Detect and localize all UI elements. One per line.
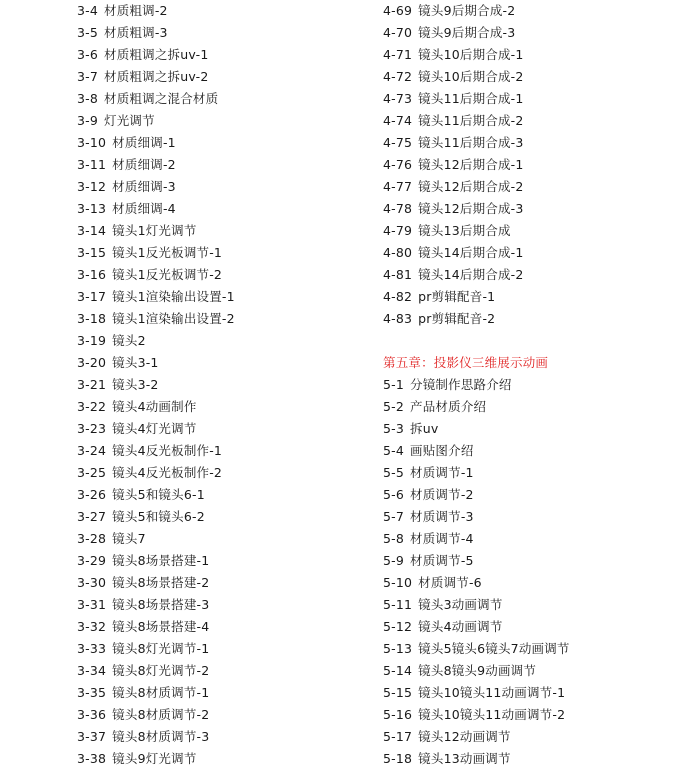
lesson-item: [77, 176, 377, 198]
lesson-number: 3-7: [77, 69, 99, 84]
lesson-title: 材质细调-4: [112, 201, 176, 216]
lesson-item: [383, 726, 693, 748]
lesson-item: [77, 88, 377, 110]
lesson-title: 镜头1灯光调节: [112, 223, 197, 238]
lesson-number: 3-5: [77, 25, 99, 40]
lesson-title: 材质细调-3: [112, 179, 176, 194]
lesson-number: 4-80: [383, 245, 413, 260]
lesson-number: 3-6: [77, 47, 99, 62]
lesson-number: 4-71: [383, 47, 413, 62]
lesson-item: [77, 704, 377, 726]
lesson-item: [383, 176, 693, 198]
lesson-title: 镜头14后期合成-2: [418, 267, 524, 282]
lesson-item: [77, 22, 377, 44]
lesson-title: 镜头12动画调节: [418, 729, 511, 744]
lesson-title: 镜头11后期合成-3: [418, 135, 524, 150]
lesson-title: 镜头9灯光调节: [112, 751, 197, 766]
lesson-item: [383, 704, 693, 726]
lesson-item: [77, 726, 377, 748]
lesson-title: 材质调节-6: [418, 575, 482, 590]
left-lesson-column: [77, 0, 377, 770]
lesson-title: 镜头8镜头9动画调节: [418, 663, 537, 678]
lesson-item: [383, 0, 693, 22]
lesson-title: 镜头12后期合成-1: [418, 157, 524, 172]
lesson-number: 5-5: [383, 465, 405, 480]
lesson-item: [383, 550, 693, 572]
lesson-number: 3-35: [77, 685, 107, 700]
lesson-number: 3-26: [77, 487, 107, 502]
lesson-number: 3-23: [77, 421, 107, 436]
lesson-title: 材质粗调之拆uv-2: [104, 69, 209, 84]
lesson-item: [383, 616, 693, 638]
lesson-item: [383, 132, 693, 154]
lesson-number: 5-13: [383, 641, 413, 656]
lesson-number: 4-82: [383, 289, 413, 304]
lesson-item: [77, 528, 377, 550]
lesson-number: 3-10: [77, 135, 107, 150]
lesson-item: [77, 0, 377, 22]
lesson-item: [77, 44, 377, 66]
lesson-number: 4-73: [383, 91, 413, 106]
lesson-item: [383, 220, 693, 242]
lesson-item: [383, 440, 693, 462]
lesson-title: 材质调节-4: [410, 531, 474, 546]
lesson-item: [77, 462, 377, 484]
section-spacer: [383, 330, 693, 352]
lesson-item: [77, 242, 377, 264]
lesson-title: 镜头13后期合成: [418, 223, 511, 238]
lesson-title: 镜头11后期合成-2: [418, 113, 524, 128]
lesson-item: [383, 110, 693, 132]
lesson-title: 材质调节-1: [410, 465, 474, 480]
lesson-number: 5-6: [383, 487, 405, 502]
lesson-number: 3-38: [77, 751, 107, 766]
lesson-number: 3-36: [77, 707, 107, 722]
lesson-number: 4-83: [383, 311, 413, 326]
lesson-number: 3-13: [77, 201, 107, 216]
lesson-number: 5-18: [383, 751, 413, 766]
lesson-title: 镜头10后期合成-2: [418, 69, 524, 84]
lesson-number: 3-22: [77, 399, 107, 414]
lesson-number: 5-15: [383, 685, 413, 700]
lesson-title: 镜头10后期合成-1: [418, 47, 524, 62]
lesson-title: 材质细调-2: [112, 157, 176, 172]
right-lesson-column: [383, 0, 693, 770]
lesson-number: 3-4: [77, 3, 99, 18]
lesson-number: 3-32: [77, 619, 107, 634]
lesson-title: 镜头8场景搭建-2: [112, 575, 210, 590]
lesson-item: [383, 418, 693, 440]
lesson-number: 3-16: [77, 267, 107, 282]
lesson-number: 5-17: [383, 729, 413, 744]
lesson-number: 3-8: [77, 91, 99, 106]
lesson-item: [77, 550, 377, 572]
lesson-number: 4-81: [383, 267, 413, 282]
lesson-title: 镜头5镜头6镜头7动画调节: [418, 641, 570, 656]
lesson-number: 5-3: [383, 421, 405, 436]
lesson-title: 镜头5和镜头6-1: [112, 487, 205, 502]
lesson-title: 材质调节-5: [410, 553, 474, 568]
lesson-number: 4-70: [383, 25, 413, 40]
lesson-item: [77, 308, 377, 330]
lesson-number: 3-27: [77, 509, 107, 524]
lesson-title: 镜头10镜头11动画调节-1: [418, 685, 566, 700]
lesson-number: 5-2: [383, 399, 405, 414]
lesson-number: 3-30: [77, 575, 107, 590]
lesson-item: [383, 462, 693, 484]
lesson-number: 4-76: [383, 157, 413, 172]
lesson-number: 3-20: [77, 355, 107, 370]
lesson-number: 3-25: [77, 465, 107, 480]
lesson-number: 5-14: [383, 663, 413, 678]
lesson-title: 镜头8材质调节-1: [112, 685, 210, 700]
lesson-title: 材质调节-2: [410, 487, 474, 502]
lesson-number: 5-12: [383, 619, 413, 634]
lesson-title: pr剪辑配音-1: [418, 289, 496, 304]
lesson-number: 5-10: [383, 575, 413, 590]
lesson-title: 镜头8灯光调节-1: [112, 641, 210, 656]
lesson-item: [383, 44, 693, 66]
lesson-title: 镜头8场景搭建-1: [112, 553, 210, 568]
lesson-number: 3-33: [77, 641, 107, 656]
lesson-title: 镜头11后期合成-1: [418, 91, 524, 106]
lesson-number: 3-19: [77, 333, 107, 348]
lesson-title: 镜头10镜头11动画调节-2: [418, 707, 566, 722]
lesson-number: 4-74: [383, 113, 413, 128]
lesson-title: 材质细调-1: [112, 135, 176, 150]
lesson-title: pr剪辑配音-2: [418, 311, 496, 326]
lesson-number: 5-9: [383, 553, 405, 568]
lesson-number: 3-14: [77, 223, 107, 238]
lesson-number: 5-1: [383, 377, 405, 392]
lesson-title: 镜头1渲染输出设置-2: [112, 311, 235, 326]
lesson-item: [383, 682, 693, 704]
lesson-item: [77, 638, 377, 660]
lesson-number: 4-69: [383, 3, 413, 18]
lesson-title: 镜头8场景搭建-3: [112, 597, 210, 612]
lesson-item: [383, 528, 693, 550]
lesson-number: 5-7: [383, 509, 405, 524]
lesson-item: [383, 286, 693, 308]
lesson-number: 4-75: [383, 135, 413, 150]
lesson-title: 镜头4动画调节: [418, 619, 503, 634]
lesson-title: 镜头4灯光调节: [112, 421, 197, 436]
lesson-item: [77, 330, 377, 352]
lesson-item: [77, 198, 377, 220]
lesson-item: [77, 66, 377, 88]
lesson-item: [383, 484, 693, 506]
lesson-item: [383, 396, 693, 418]
lesson-title: 镜头3动画调节: [418, 597, 503, 612]
lesson-title: 镜头4反光板制作-1: [112, 443, 223, 458]
lesson-title: 镜头12后期合成-3: [418, 201, 524, 216]
lesson-title: 镜头1反光板调节-2: [112, 267, 223, 282]
lesson-number: 3-17: [77, 289, 107, 304]
lesson-item: [77, 220, 377, 242]
lesson-title: 材质粗调之混合材质: [104, 91, 219, 106]
lesson-title: 画贴图介绍: [410, 443, 474, 458]
lesson-title: 产品材质介绍: [410, 399, 487, 414]
lesson-number: 4-78: [383, 201, 413, 216]
lesson-title: 镜头2: [112, 333, 146, 348]
lesson-item: [383, 154, 693, 176]
lesson-title: 镜头8材质调节-3: [112, 729, 210, 744]
lesson-title: 镜头5和镜头6-2: [112, 509, 205, 524]
lesson-title: 材质粗调之拆uv-1: [104, 47, 209, 62]
lesson-number: 3-34: [77, 663, 107, 678]
lesson-item: [77, 132, 377, 154]
lesson-number: 5-8: [383, 531, 405, 546]
lesson-title: 灯光调节: [104, 113, 155, 128]
lesson-item: [77, 286, 377, 308]
lesson-number: 3-24: [77, 443, 107, 458]
lesson-title: 镜头8场景搭建-4: [112, 619, 210, 634]
lesson-item: [77, 484, 377, 506]
lesson-title: 镜头14后期合成-1: [418, 245, 524, 260]
lesson-item: [77, 682, 377, 704]
lesson-title: 镜头9后期合成-3: [418, 25, 516, 40]
lesson-title: 镜头13动画调节: [418, 751, 511, 766]
lesson-title: 镜头9后期合成-2: [418, 3, 516, 18]
lesson-title: 镜头8灯光调节-2: [112, 663, 210, 678]
lesson-item: [383, 264, 693, 286]
lesson-item: [383, 88, 693, 110]
lesson-item: [77, 616, 377, 638]
lesson-item: [77, 572, 377, 594]
lesson-number: 3-18: [77, 311, 107, 326]
lesson-item: [383, 374, 693, 396]
lesson-title: 拆uv: [410, 421, 439, 436]
lesson-item: [383, 660, 693, 682]
lesson-title: 材质粗调-3: [104, 25, 168, 40]
lesson-item: [77, 440, 377, 462]
lesson-title: 分镜制作思路介绍: [410, 377, 512, 392]
lesson-item: [77, 352, 377, 374]
lesson-item: [383, 506, 693, 528]
lesson-item: [77, 594, 377, 616]
lesson-item: [77, 264, 377, 286]
lesson-number: 3-9: [77, 113, 99, 128]
lesson-title: 镜头1渲染输出设置-1: [112, 289, 235, 304]
lesson-title: 镜头8材质调节-2: [112, 707, 210, 722]
lesson-title: 镜头4动画制作: [112, 399, 197, 414]
lesson-item: [383, 638, 693, 660]
lesson-number: 5-16: [383, 707, 413, 722]
lesson-item: [77, 660, 377, 682]
lesson-item: [383, 748, 693, 770]
lesson-title: 镜头12后期合成-2: [418, 179, 524, 194]
lesson-number: 5-11: [383, 597, 413, 612]
lesson-title: 镜头7: [112, 531, 146, 546]
chapter-heading: 第五章：投影仪三维展示动画: [383, 355, 549, 370]
lesson-number: 3-15: [77, 245, 107, 260]
lesson-item: [77, 748, 377, 770]
lesson-title: 镜头3-1: [112, 355, 159, 370]
lesson-item: [383, 66, 693, 88]
lesson-item: [383, 198, 693, 220]
lesson-number: 4-72: [383, 69, 413, 84]
lesson-title: 材质调节-3: [410, 509, 474, 524]
lesson-item: [77, 396, 377, 418]
lesson-item: [77, 506, 377, 528]
lesson-title: 材质粗调-2: [104, 3, 168, 18]
lesson-item: [77, 418, 377, 440]
lesson-title: 镜头4反光板制作-2: [112, 465, 223, 480]
lesson-number: 3-37: [77, 729, 107, 744]
lesson-number: 4-79: [383, 223, 413, 238]
lesson-item: [383, 308, 693, 330]
lesson-number: 3-29: [77, 553, 107, 568]
lesson-number: 3-31: [77, 597, 107, 612]
lesson-item: [77, 154, 377, 176]
lesson-item: [383, 572, 693, 594]
lesson-item: [77, 374, 377, 396]
lesson-number: 4-77: [383, 179, 413, 194]
lesson-item: [383, 22, 693, 44]
lesson-number: 3-21: [77, 377, 107, 392]
lesson-item: [77, 110, 377, 132]
lesson-title: 镜头1反光板调节-1: [112, 245, 223, 260]
lesson-number: 3-28: [77, 531, 107, 546]
lesson-title: 镜头3-2: [112, 377, 159, 392]
lesson-number: 3-11: [77, 157, 107, 172]
lesson-item: [383, 594, 693, 616]
lesson-number: 3-12: [77, 179, 107, 194]
lesson-item: [383, 242, 693, 264]
lesson-number: 5-4: [383, 443, 405, 458]
